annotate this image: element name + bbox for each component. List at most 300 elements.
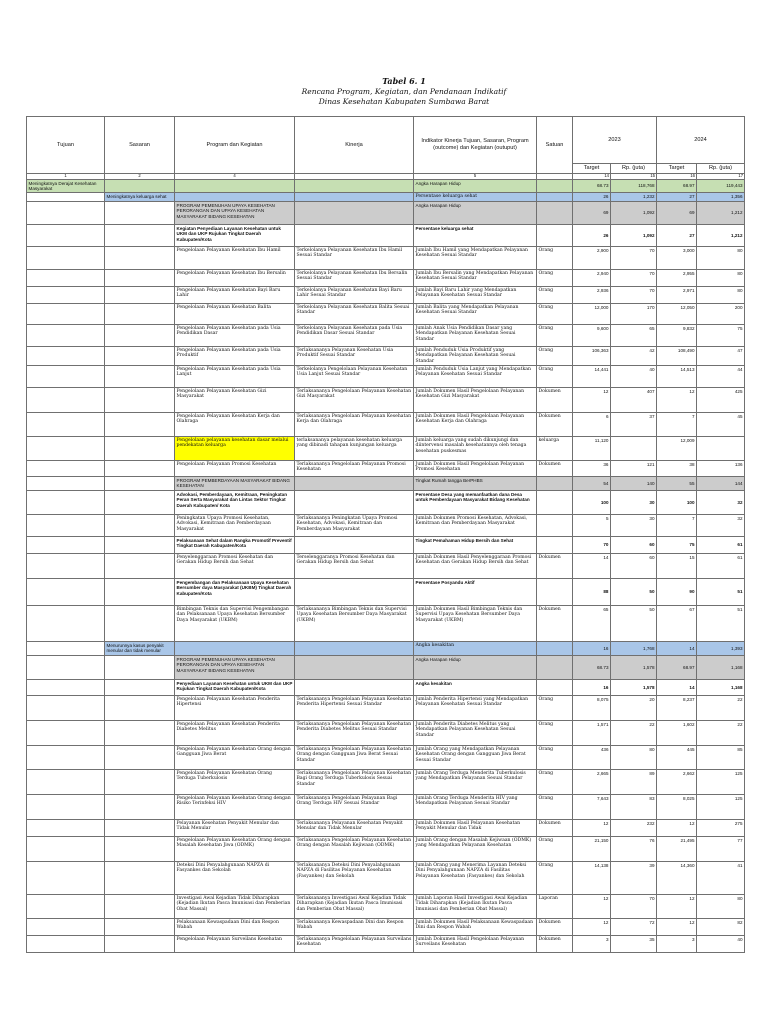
cell-kinerja: Terkelolanya Pelayanan Kesehatan Ibu Hamil Sesuai Standar xyxy=(295,246,414,269)
table-row xyxy=(27,246,745,269)
cell-tujuan xyxy=(27,461,105,477)
table-row xyxy=(27,324,745,346)
cell-sasaran xyxy=(105,477,175,491)
cell-indikator: Jumlah Laporan Hasil Investigasi Awal Kejadian Tidak Diharapkan (Kejadian Ikutan Pasca Imunisasi dan Pemberian Obat Massal) xyxy=(414,895,537,919)
cell-rp-2024: 85 xyxy=(697,746,745,770)
cell-target-2023: 16 xyxy=(573,642,611,656)
cell-satuan: Orang xyxy=(537,837,573,862)
cell-rp-2024: 125 xyxy=(697,795,745,820)
column-number: 4 xyxy=(175,173,295,179)
cell-tujuan xyxy=(27,324,105,346)
cell-indikator: Angka kesakitan xyxy=(414,680,537,696)
cell-tujuan xyxy=(27,346,105,365)
cell-target-2023: 12,000 xyxy=(573,303,611,324)
cell-target-2023: 88 xyxy=(573,579,611,606)
cell-target-2024: 7 xyxy=(657,413,697,437)
cell-rp-2023: 40 xyxy=(611,366,657,388)
table-row xyxy=(27,515,745,537)
cell-target-2024: 14 xyxy=(657,680,697,696)
cell-target-2023: 11,120 xyxy=(573,437,611,461)
cell-rp-2023: 1,092 xyxy=(611,201,657,224)
cell-program: Pengelolaan Pelayanan Kesehatan Ibu Bersalin xyxy=(175,269,295,286)
cell-kinerja xyxy=(295,179,414,193)
column-number: 1 xyxy=(27,173,105,179)
cell-tujuan xyxy=(27,642,105,656)
cell-rp-2023: 83 xyxy=(611,795,657,820)
cell-program xyxy=(175,193,295,201)
cell-target-2023: 14,441 xyxy=(573,366,611,388)
cell-indikator: Jumlah Dokumen Hasil Penyelenggaraan Promosi Kesehatan dan Gerakan Hidup Bersih dan Sehat xyxy=(414,554,537,579)
cell-program: Pengelolaan pelayanan kesehatan dasar melalui pendekatan keluarga xyxy=(175,437,295,461)
cell-sasaran xyxy=(105,303,175,324)
cell-tujuan xyxy=(27,770,105,795)
cell-tujuan xyxy=(27,895,105,919)
cell-indikator: Jumlah Orang yang Menerima Layanan Deteksi Dini Penyalahgunaan NAPZA di Fasilitas Pelayanan Kesehatan (Fasyankes) dan Sekolah xyxy=(414,862,537,895)
cell-satuan: Dokumen xyxy=(537,919,573,936)
cell-rp-2023: 30 xyxy=(611,491,657,515)
cell-target-2024: 1,602 xyxy=(657,721,697,746)
cell-target-2024: 9,832 xyxy=(657,324,697,346)
cell-program: Pengelolaan Pelayanan Kesehatan Kerja dan Olahraga xyxy=(175,413,295,437)
cell-target-2024: 2,662 xyxy=(657,770,697,795)
cell-rp-2024: 22 xyxy=(697,696,745,721)
cell-program: Pelayanan Kesehatan Penyakit Menular dan Tidak Menular xyxy=(175,820,295,837)
cell-rp-2024: 80 xyxy=(697,895,745,919)
cell-indikator: Jumlah Dokumen Hasil Pengelolaan Pelayanan Promosi Kesehatan xyxy=(414,461,537,477)
cell-satuan xyxy=(537,201,573,224)
cell-program: Pengelolaan Pelayanan Kesehatan Orang Terduga Tuberkulosis xyxy=(175,770,295,795)
cell-sasaran xyxy=(105,461,175,477)
cell-rp-2024: 200 xyxy=(697,303,745,324)
header-rp-2023: Rp. (juta) xyxy=(611,164,657,174)
cell-tujuan xyxy=(27,746,105,770)
cell-rp-2023: 50 xyxy=(611,606,657,642)
column-number: 2 xyxy=(105,173,175,179)
cell-satuan: keluarga xyxy=(537,437,573,461)
cell-program: Deteksi Dini Penyalahgunaan NAPZA di Fasyankes dan Sekolah xyxy=(175,862,295,895)
cell-indikator: Jumlah Dokumen Hasil Bimbingan Teknis dan Supervisi Upaya Kesehatan Bersumber Daya Masyarakat (UKBM) xyxy=(414,606,537,642)
cell-tujuan xyxy=(27,286,105,303)
cell-kinerja: Terkelolanya Pelayanan Kesehatan pada Usia Pendidikan Dasar Sesuai Standar xyxy=(295,324,414,346)
cell-program: Investigasi Awal Kejadian Tidak Diharapkan (Kejadian Ikutan Pasca Imunisasi dan Pemberian Obat Massal) xyxy=(175,895,295,919)
cell-tujuan xyxy=(27,656,105,680)
cell-indikator: Persentase Posyandu Aktif xyxy=(414,579,537,606)
cell-program: Penyelenggaraan Promosi Kesehatan dan Gerakan Hidup Bersih dan Sehat xyxy=(175,554,295,579)
cell-rp-2024: 136 xyxy=(697,461,745,477)
cell-tujuan xyxy=(27,795,105,820)
table-body xyxy=(27,179,745,952)
table-title: Tabel 6. 1 xyxy=(382,76,426,86)
cell-rp-2024: 125 xyxy=(697,770,745,795)
cell-sasaran xyxy=(105,246,175,269)
cell-kinerja xyxy=(295,642,414,656)
cell-target-2023: 70 xyxy=(573,537,611,554)
cell-target-2024: 3,000 xyxy=(657,246,697,269)
cell-sasaran xyxy=(105,770,175,795)
cell-kinerja: Terlaksananya Pengelolaan Pelayanan Kesehatan Penderita Diabetes Melitus Sesuai Standar xyxy=(295,721,414,746)
cell-kinerja: Terlaksananya Pengelolaan Pelayanan Kesehatan Orang dengan Masalah Kejiwaan (ODMK) xyxy=(295,837,414,862)
cell-indikator: Jumlah Orang Terduga Menderita Tuberkulosis yang Mendapatkan Pelayanan Sesuai Standar xyxy=(414,770,537,795)
cell-indikator: Persentase keluarga sehat xyxy=(414,193,537,201)
cell-tujuan xyxy=(27,201,105,224)
cell-sasaran xyxy=(105,680,175,696)
cell-program: Pengelolaan Pelayanan Kesehatan Orang dengan Gangguan Jiwa Berat xyxy=(175,746,295,770)
cell-satuan: Orang xyxy=(537,286,573,303)
table-row xyxy=(27,862,745,895)
column-number: 15 xyxy=(611,173,657,179)
cell-program xyxy=(175,642,295,656)
cell-kinerja xyxy=(295,537,414,554)
cell-target-2024: 68.97 xyxy=(657,179,697,193)
cell-program: Pengelolaan Pelayanan Kesehatan Penderita Diabetes Melitus xyxy=(175,721,295,746)
cell-program xyxy=(175,179,295,193)
cell-rp-2023: 1,768 xyxy=(611,642,657,656)
table-row xyxy=(27,895,745,919)
cell-target-2024: 38 xyxy=(657,461,697,477)
cell-indikator: Tingkat Pemahaman Hidup Bersih dan Sehat xyxy=(414,537,537,554)
cell-tujuan xyxy=(27,193,105,201)
cell-satuan: Orang xyxy=(537,269,573,286)
cell-kinerja: Terlaksananya Kewaspadaan Dini dan Respon Wabah xyxy=(295,919,414,936)
cell-program: Pengelolaan Pelayanan Kesehatan Penderita Hipertensi xyxy=(175,696,295,721)
cell-sasaran xyxy=(105,936,175,953)
cell-indikator: Jumlah Ibu Hamil yang Mendapatkan Pelayanan Kesehatan Sesuai Standar xyxy=(414,246,537,269)
table-row xyxy=(27,721,745,746)
cell-kinerja xyxy=(295,224,414,246)
cell-satuan: Orang xyxy=(537,246,573,269)
cell-sasaran xyxy=(105,515,175,537)
cell-sasaran xyxy=(105,224,175,246)
cell-tujuan xyxy=(27,936,105,953)
cell-indikator: Persentase Desa yang memanfaatkan dana Desa untuk Pemberdayaan Masyarakat Bidang Kesehatan xyxy=(414,491,537,515)
cell-target-2023: 2,940 xyxy=(573,269,611,286)
cell-rp-2023: 70 xyxy=(611,286,657,303)
cell-target-2024: 3 xyxy=(657,936,697,953)
cell-satuan xyxy=(537,537,573,554)
cell-rp-2024: 61 xyxy=(697,537,745,554)
cell-rp-2024: 1,212 xyxy=(697,224,745,246)
cell-rp-2023: 170 xyxy=(611,303,657,324)
cell-program: Pengelolaan Pelayanan Kesehatan Gizi Masyarakat xyxy=(175,388,295,413)
cell-indikator: Jumlah Dokumen Hasil Pelaksanaan Kewaspadaan Dini dan Respon Wabah xyxy=(414,919,537,936)
cell-rp-2024: 51 xyxy=(697,579,745,606)
cell-kinerja xyxy=(295,579,414,606)
table-row xyxy=(27,269,745,286)
cell-kinerja: Terlaksananya Bimbingan Teknis dan Supervisi Upaya Kesehatan Bersumber Daya Masyarakat (UKBM) xyxy=(295,606,414,642)
cell-kinerja: Terkelolanya Pelayanan Kesehatan Ibu Bersalin Sesuai Standar xyxy=(295,269,414,286)
cell-satuan: Dokumen xyxy=(537,606,573,642)
cell-kinerja: Terkelolanya Pelayanan Kesehatan Bayi Baru Lahir Sesuai Standar xyxy=(295,286,414,303)
header-target-2024: Target xyxy=(657,164,697,174)
cell-target-2023: 3 xyxy=(573,936,611,953)
cell-kinerja: Terlaksananya Pengelolaan Pelayanan Kesehatan Orang dengan Gangguan Jiwa Berat Sesuai Standar xyxy=(295,746,414,770)
cell-target-2024: 445 xyxy=(657,746,697,770)
cell-kinerja: Terlaksananya Pelayanan Kesehatan Penyakit Menular dan Tidak Menular xyxy=(295,820,414,837)
cell-rp-2023: 65 xyxy=(611,324,657,346)
cell-rp-2024: 75 xyxy=(697,324,745,346)
cell-satuan: Dokumen xyxy=(537,461,573,477)
cell-satuan: Orang xyxy=(537,696,573,721)
cell-indikator: Jumlah Balita yang Mendapatkan Pelayanan Kesehatan Sesuai Standar xyxy=(414,303,537,324)
cell-rp-2023: 140 xyxy=(611,477,657,491)
cell-satuan xyxy=(537,642,573,656)
header-target-2023: Target xyxy=(573,164,611,174)
cell-target-2024: 90 xyxy=(657,579,697,606)
cell-indikator: Jumlah Orang dengan Masalah Kejiwaan (ODMK) yang Mendapatkan Pelayanan Kesehatan xyxy=(414,837,537,862)
cell-sasaran xyxy=(105,491,175,515)
cell-target-2024: 12 xyxy=(657,820,697,837)
cell-rp-2024: 32 xyxy=(697,491,745,515)
header-year-2023: 2023 xyxy=(573,117,657,164)
cell-target-2024: 12 xyxy=(657,895,697,919)
cell-target-2024: 14,513 xyxy=(657,366,697,388)
cell-program: Pengelolaan Pelayanan Kesehatan Orang dengan Risiko Terinfeksi HIV xyxy=(175,795,295,820)
cell-sasaran xyxy=(105,579,175,606)
cell-satuan: Dokumen xyxy=(537,413,573,437)
cell-target-2024: 8,237 xyxy=(657,696,697,721)
cell-indikator: Jumlah Orang yang Mendapatkan Pelayanan Kesehatan Orang dengan Gangguan Jiwa Berat Sesuai Standar xyxy=(414,746,537,770)
cell-tujuan xyxy=(27,477,105,491)
cell-sasaran xyxy=(105,696,175,721)
cell-target-2023: 7,643 xyxy=(573,795,611,820)
cell-target-2024: 55 xyxy=(657,477,697,491)
cell-kinerja: Terlaksananya Peningkatan Upaya Promosi Kesehatan, Advokasi, Kemitraan dan Pemberdayaan Masyarakat xyxy=(295,515,414,537)
table-row xyxy=(27,936,745,953)
column-number: 5 xyxy=(414,173,537,179)
cell-rp-2024: 80 xyxy=(697,269,745,286)
cell-rp-2023: 70 xyxy=(611,895,657,919)
cell-rp-2023: 121 xyxy=(611,461,657,477)
cell-tujuan xyxy=(27,224,105,246)
table-row xyxy=(27,477,745,491)
cell-sasaran xyxy=(105,286,175,303)
cell-kinerja: Terlaksananya Pengelolaan Pelayanan Bagi Orang Terduga HIV Sesuai Standar xyxy=(295,795,414,820)
cell-rp-2023: 232 xyxy=(611,820,657,837)
cell-kinerja: Terlaksananya Pelayanan Kesehatan Usia Produktif Sesuai Standar xyxy=(295,346,414,365)
cell-target-2023: 36 xyxy=(573,461,611,477)
header-satuan: Satuan xyxy=(537,117,573,174)
cell-rp-2023: 76 xyxy=(611,837,657,862)
cell-target-2023: 26 xyxy=(573,193,611,201)
cell-rp-2023: 1,232 xyxy=(611,193,657,201)
cell-target-2023: 68.73 xyxy=(573,656,611,680)
cell-sasaran xyxy=(105,919,175,936)
cell-satuan: Orang xyxy=(537,346,573,365)
cell-tujuan xyxy=(27,606,105,642)
header-program: Program dan Kegiatan xyxy=(175,117,295,174)
cell-target-2024: 27 xyxy=(657,224,697,246)
table-row xyxy=(27,770,745,795)
table-row xyxy=(27,346,745,365)
cell-sasaran xyxy=(105,795,175,820)
header-indikator: Indikator Kinerja Tujuan, Sasaran, Program (outcome) dan Kegiatan (outuput) xyxy=(414,117,537,174)
table-row xyxy=(27,303,745,324)
cell-target-2024: 12 xyxy=(657,919,697,936)
cell-target-2024: 69 xyxy=(657,201,697,224)
cell-kinerja: Terlaksananya Pengelolaan Pelayanan Kesehatan Gizi Masyarakat xyxy=(295,388,414,413)
table-row xyxy=(27,696,745,721)
cell-rp-2024: 144 xyxy=(697,477,745,491)
cell-indikator: Tingkat Rumah tangga BerPHBS xyxy=(414,477,537,491)
cell-satuan: Orang xyxy=(537,746,573,770)
cell-sasaran: Meningkatnya keluarga sehat xyxy=(105,193,175,201)
cell-program: PROGRAM PEMENUHAN UPAYA KESEHATAN PERORANGAN DAN UPAYA KESEHATAN MASYARAKAT BIDANG KESEHATAN xyxy=(175,656,295,680)
cell-rp-2023: 30 xyxy=(611,515,657,537)
table-row xyxy=(27,795,745,820)
table-row xyxy=(27,491,745,515)
table-row xyxy=(27,461,745,477)
cell-kinerja: Terlaksananya Deteksi Dini Penyalahgunaan NAPZA di Fasilitas Pelayanan Kesehatan (Fasyankes) dan Sekolah xyxy=(295,862,414,895)
cell-target-2023: 14 xyxy=(573,554,611,579)
cell-satuan xyxy=(537,680,573,696)
cell-satuan: Orang xyxy=(537,366,573,388)
cell-indikator: Jumlah Dokumen Promosi Kesehatan, Advokasi, Kemitraan dan Pemberdayaan Masyarakat xyxy=(414,515,537,537)
cell-target-2024: 14,360 xyxy=(657,862,697,895)
cell-indikator: Jumlah Dokumen Hasil Pengelolaan Pelayanan Kesehatan Gizi Masyarakat xyxy=(414,388,537,413)
cell-indikator: Jumlah Anak Usia Pendidikan Dasar yang Mendapatkan Pelayanan Kesehatan Sesuai Standar xyxy=(414,324,537,346)
cell-target-2024: 7 xyxy=(657,515,697,537)
cell-target-2023: 436 xyxy=(573,746,611,770)
cell-program: Pengelolaan Pelayanan Kesehatan pada Usia Pendidikan Dasar xyxy=(175,324,295,346)
cell-tujuan xyxy=(27,413,105,437)
cell-rp-2023: 20 xyxy=(611,696,657,721)
cell-target-2024: 8,025 xyxy=(657,795,697,820)
cell-program: Pelaksanaan Sehat dalam Rangka Promotif Preventif Tingkat Daerah Kabupaten/Kota xyxy=(175,537,295,554)
cell-target-2024: 108,490 xyxy=(657,346,697,365)
table-row xyxy=(27,413,745,437)
cell-target-2023: 106,363 xyxy=(573,346,611,365)
cell-rp-2024: 119,443 xyxy=(697,179,745,193)
cell-rp-2024: 41 xyxy=(697,862,745,895)
cell-satuan xyxy=(537,477,573,491)
cell-rp-2024: 275 xyxy=(697,820,745,837)
cell-tujuan xyxy=(27,269,105,286)
table-row xyxy=(27,437,745,461)
cell-target-2023: 12 xyxy=(573,388,611,413)
cell-tujuan xyxy=(27,554,105,579)
column-number: 14 xyxy=(573,173,611,179)
column-number: 16 xyxy=(657,173,697,179)
column-number: 17 xyxy=(697,173,745,179)
cell-sasaran xyxy=(105,895,175,919)
cell-tujuan xyxy=(27,491,105,515)
cell-rp-2024: 1,393 xyxy=(697,642,745,656)
cell-satuan xyxy=(537,656,573,680)
cell-kinerja: Terlaksananya Pengelolaan Pelayanan Surveilans Kesehatan xyxy=(295,936,414,953)
cell-kinerja: Terlaksananya Pengelolaan Pelayanan Kesehatan Kerja dan Olahraga xyxy=(295,413,414,437)
cell-kinerja: Terkelolanya Pelayanan Kesehatan Balita Sesuai Standar xyxy=(295,303,414,324)
cell-tujuan xyxy=(27,515,105,537)
cell-satuan: Orang xyxy=(537,862,573,895)
cell-kinerja: Terlaksananya Pengelolaan Pelayanan Kesehatan Bagi Orang Terduga Tuberkulosis Sesuai Standar xyxy=(295,770,414,795)
cell-sasaran xyxy=(105,837,175,862)
cell-sasaran xyxy=(105,388,175,413)
cell-tujuan xyxy=(27,820,105,837)
cell-satuan: Dokumen xyxy=(537,554,573,579)
cell-target-2023: 6 xyxy=(573,413,611,437)
cell-tujuan: Meningkatnya Derajat Kesehatan Masyarakat xyxy=(27,179,105,193)
cell-tujuan xyxy=(27,537,105,554)
cell-satuan xyxy=(537,491,573,515)
cell-target-2024: 100 xyxy=(657,491,697,515)
cell-target-2024: 75 xyxy=(657,537,697,554)
cell-satuan: Orang xyxy=(537,303,573,324)
cell-kinerja xyxy=(295,477,414,491)
cell-target-2024: 15 xyxy=(657,554,697,579)
cell-indikator: Jumlah Dokumen Hasil Pengelolaan Pelayanan Surveilans Kesehatan xyxy=(414,936,537,953)
cell-rp-2024: 82 xyxy=(697,919,745,936)
cell-indikator: Jumlah Penduduk Usia Produktif yang Mendapatkan Pelayanan Kesehatan Sesuai Standar xyxy=(414,346,537,365)
table-row xyxy=(27,919,745,936)
cell-tujuan xyxy=(27,366,105,388)
cell-rp-2023: 89 xyxy=(611,770,657,795)
table-row xyxy=(27,366,745,388)
cell-sasaran xyxy=(105,537,175,554)
table-row xyxy=(27,388,745,413)
table-row xyxy=(27,286,745,303)
cell-sasaran xyxy=(105,656,175,680)
cell-satuan xyxy=(537,179,573,193)
cell-sasaran xyxy=(105,606,175,642)
cell-tujuan xyxy=(27,437,105,461)
table-subtitle: Rencana Program, Kegiatan, dan Pendanaan Indikatif xyxy=(301,87,507,96)
cell-indikator: Angka Harapan Hidup xyxy=(414,656,537,680)
cell-rp-2024: 1,212 xyxy=(697,201,745,224)
cell-indikator: Jumlah Bayi Baru Lahir yang Mendapatkan Pelayanan Kesehatan Sesuai Standar xyxy=(414,286,537,303)
cell-rp-2023: 80 xyxy=(611,746,657,770)
cell-target-2023: 2,900 xyxy=(573,246,611,269)
cell-indikator: Angka Harapan Hidup xyxy=(414,201,537,224)
cell-rp-2024: 32 xyxy=(697,515,745,537)
table-row xyxy=(27,179,745,193)
cell-rp-2024: 45 xyxy=(697,413,745,437)
cell-kinerja: Terselenggaranya Promosi Kesehatan dan Gerakan Hidup Bersih dan Sehat xyxy=(295,554,414,579)
cell-rp-2024: 51 xyxy=(697,606,745,642)
cell-program: Peningkatan Upaya Promosi Kesehatan, Advokasi, Kemitraan dan Pemberdayaan Masyarakat xyxy=(175,515,295,537)
cell-sasaran xyxy=(105,346,175,365)
cell-target-2024: 12 xyxy=(657,388,697,413)
cell-kinerja: Terlaksananya Investigasi Awal Kejadian Tidak Diharapkan (Kejadian Ikutan Pasca Imunisasi dan Pemberian Obat Massal) xyxy=(295,895,414,919)
table-row xyxy=(27,837,745,862)
cell-rp-2023 xyxy=(611,437,657,461)
cell-program: Penyediaan Layanan Kesehatan untuk UKM dan UKP Rujukan Tingkat Daerah Kabupaten/Kota xyxy=(175,680,295,696)
cell-program: PROGRAM PEMBERDAYAAN MASYARAKAT BIDANG KESEHATAN xyxy=(175,477,295,491)
cell-target-2024: 12,009 xyxy=(657,437,697,461)
cell-sasaran xyxy=(105,554,175,579)
header-sasaran: Sasaran xyxy=(105,117,175,174)
cell-satuan xyxy=(537,224,573,246)
cell-rp-2024: 40 xyxy=(697,936,745,953)
cell-rp-2023: 1,578 xyxy=(611,656,657,680)
cell-sasaran: Menurunnya kasus penyakit menular dan tidak menular xyxy=(105,642,175,656)
cell-kinerja: Terkelolanya Pengelolaan Pelayanan Kesehatan Usia Lanjut Sesuai Standar xyxy=(295,366,414,388)
cell-indikator: Jumlah Orang Terduga Menderita HIV yang Mendapatkan Pelayanan Sesuai Standar xyxy=(414,795,537,820)
cell-program: Pengelolaan Pelayanan Kesehatan pada Usia Lanjut xyxy=(175,366,295,388)
cell-target-2023: 68.73 xyxy=(573,179,611,193)
cell-satuan: Orang xyxy=(537,324,573,346)
cell-target-2024: 67 xyxy=(657,606,697,642)
cell-target-2023: 5 xyxy=(573,515,611,537)
cell-satuan xyxy=(537,579,573,606)
cell-satuan: Laporan xyxy=(537,895,573,919)
cell-rp-2024 xyxy=(697,437,745,461)
cell-target-2023: 12 xyxy=(573,895,611,919)
cell-program: Bimbingan Teknis dan Supervisi Pengembangan dan Pelaksanaan Upaya Kesehatan Bersumber Daya Masyarakat (UKBM) xyxy=(175,606,295,642)
cell-sasaran xyxy=(105,862,175,895)
cell-kinerja: terlaksananya pelayanan kesehatan keluarga yang dibinadi tahapan kunjungan keluarga xyxy=(295,437,414,461)
cell-rp-2024: 1,356 xyxy=(697,193,745,201)
cell-rp-2023: 70 xyxy=(611,246,657,269)
